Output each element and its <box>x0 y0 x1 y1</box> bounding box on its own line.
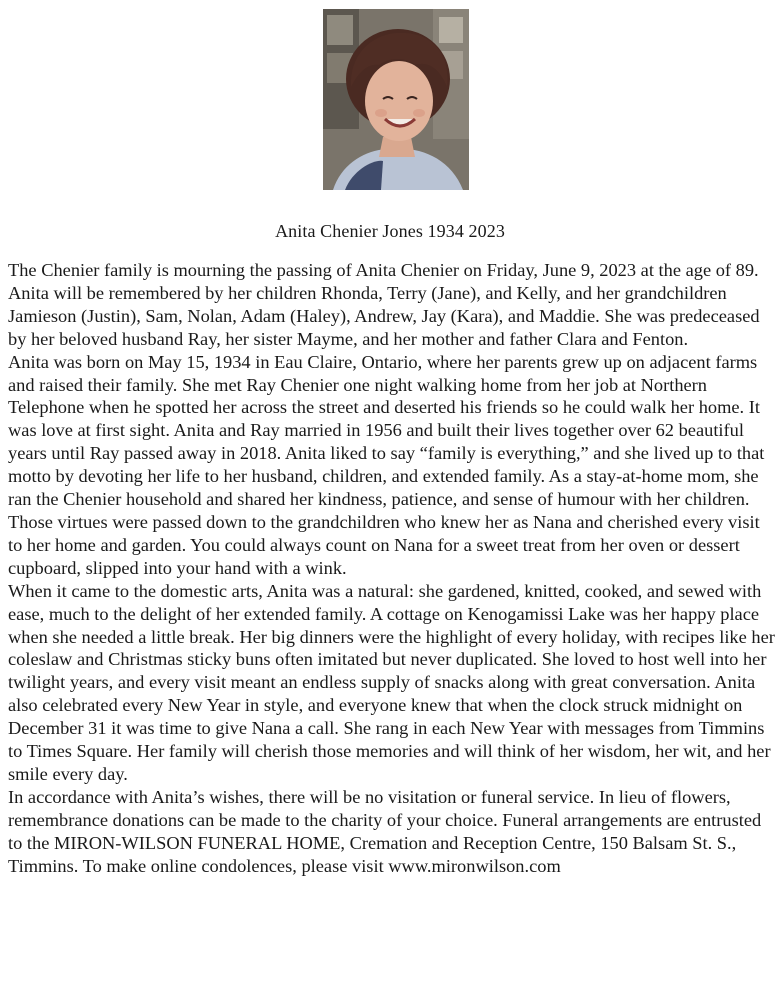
portrait-photo <box>323 9 469 190</box>
obituary-title: Anita Chenier Jones 1934 2023 <box>275 221 505 241</box>
paragraph-family: The Chenier family is mourning the passing of Anita Chenier on Friday, June 9, 2023 at the age of 89. Anita will be remembered by her children Rhonda, Terry (Jane), and Kelly, and her grandchildren Jamieson (Justin), Sam, Nolan, Adam (Haley), Andrew, Jay (Kara), and Maddie. She was predeceased by her beloved husband Ray, her sister Mayme, and her mother and father Clara and Fenton. <box>8 260 760 349</box>
paragraph-domestic-arts: When it came to the domestic arts, Anita was a natural: she gardened, knitted, cooked, and sewed with ease, much to the delight of her extended family. A cottage on Kenogamissi Lake was her happy place when she needed a little break. Her big dinners were the highlight of every holiday, with recipes like her coleslaw and Christmas sticky buns often imitated but never duplicated. She loved to host well into her twilight years, and every visit meant an endless supply of snacks along with great conversation. Anita also celebrated every New Year in style, and everyone knew that when the clock struck midnight on December 31 it was time to give Nana a call. She rang in each New Year with messages from Timmins to Times Square. Her family will cherish those memories and will think of her wisdom, her wit, and her smile every day. <box>8 580 775 784</box>
paragraph-life-story: Anita was born on May 15, 1934 in Eau Claire, Ontario, where her parents grew up on adjacent farms and raised their family. She met Ray Chenier one night walking home from her job at Northern Telephone when he spotted her across the street and deserted his friends so he could walk her home. It was love at first sight. Anita and Ray married in 1956 and built their lives together over 62 beautiful years until Ray passed away in 2018. Anita liked to say “family is everything,” and she lived up to that motto by devoting her life to her husband, children, and extended family. As a stay-at-home mom, she ran the Chenier household and shared her kindness, patience, and sense of humour with her children. Those virtues were passed down to the grandchildren who knew her as Nana and cherished every visit to her home and garden. You could always count on Nana for a sweet treat from her oven or dessert cupboard, slipped into your hand with a wink. <box>8 351 765 578</box>
paragraph-arrangements: In accordance with Anita’s wishes, there will be no visitation or funeral service. In lieu of flowers, remembrance donations can be made to the charity of your choice. Funeral arrangements are entrusted to the MIRON-WILSON FUNERAL HOME, Cremation and Reception Centre, 150 Balsam St. S., Timmins. To make online condolences, please visit www.mironwilson.com <box>8 786 762 876</box>
obituary-body <box>8 259 776 877</box>
